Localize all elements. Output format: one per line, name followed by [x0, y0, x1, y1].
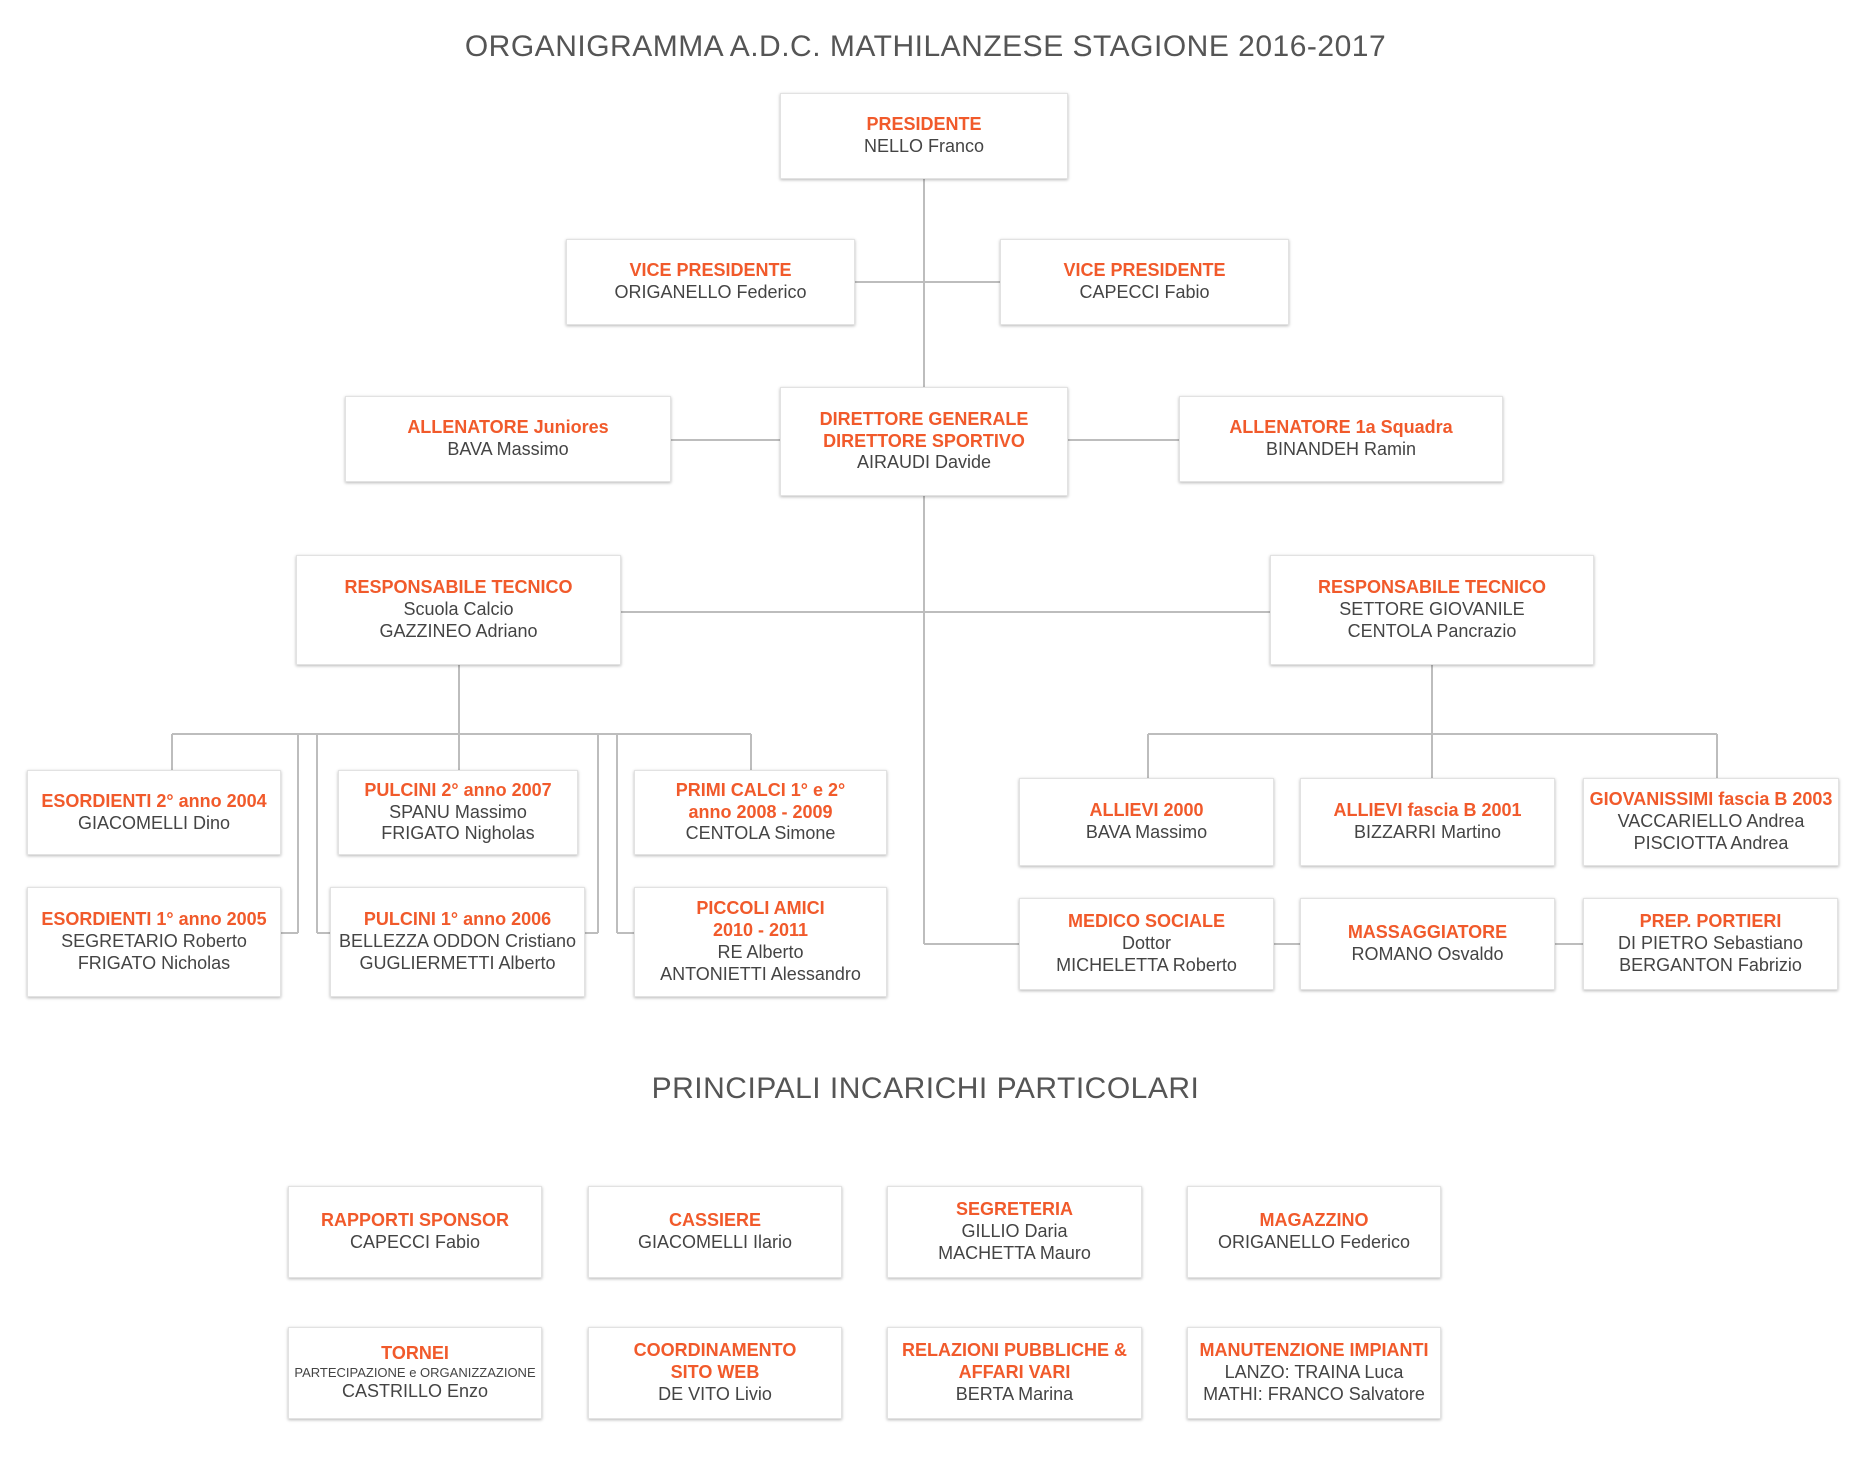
box-giovanissimi [1583, 778, 1839, 866]
person-name: GILLIO Daria [961, 1221, 1068, 1242]
role-note: PARTECIPAZIONE e ORGANIZZAZIONE [294, 1365, 536, 1381]
section-title: PRINCIPALI INCARICHI PARTICOLARI [651, 1072, 1200, 1105]
box-primi-calci [634, 770, 887, 855]
box-vice-presidente-right [1000, 239, 1289, 325]
person-name: SETTORE GIOVANILE [1339, 599, 1525, 620]
box-allievi-fascia-b [1300, 778, 1555, 866]
role-line: DIRETTORE SPORTIVO [823, 430, 1025, 451]
box-medico-sociale [1019, 898, 1274, 990]
person-name: ORIGANELLO Federico [614, 282, 807, 302]
box-cassiere [588, 1186, 842, 1278]
role-line: SITO WEB [670, 1362, 760, 1383]
box-coordinamento-sito-web [588, 1327, 842, 1419]
role-label: RAPPORTI SPONSOR [320, 1210, 510, 1231]
person-name: MICHELETTA Roberto [1056, 954, 1237, 975]
box-relazioni-pubbliche [887, 1327, 1142, 1419]
role-label: MASSAGGIATORE [1347, 922, 1508, 943]
person-name: SEGRETARIO Roberto [61, 931, 247, 952]
role-label: MEDICO SOCIALE [1067, 911, 1225, 932]
person-name: Dottor [1121, 933, 1172, 954]
box-presidente [780, 93, 1068, 179]
role-label: PRESIDENTE [866, 114, 982, 135]
person-name: DE VITO Livio [658, 1383, 772, 1404]
person-name: FRIGATO Nigholas [381, 823, 535, 844]
person-name: PISCIOTTA Andrea [1633, 832, 1789, 853]
person-name: RE Alberto [717, 942, 804, 962]
role-label: PREP. PORTIERI [1639, 911, 1782, 932]
person-name: Scuola Calcio [403, 599, 514, 620]
role-line: PRIMI CALCI 1° e 2° [675, 779, 846, 800]
person-name: FRIGATO Nicholas [77, 952, 231, 973]
person-name: ANTONIETTI Alessandro [660, 963, 861, 984]
role-label [676, 780, 845, 824]
person-name: ROMANO Osvaldo [1351, 944, 1504, 964]
person-name: BELLEZZA ODDON Cristiano [338, 931, 577, 952]
person-name: AIRAUDI Davide [856, 452, 992, 473]
person-name: GAZZINEO Adriano [379, 620, 538, 641]
person-name: GIACOMELLI Ilario [637, 1232, 793, 1252]
role-label: ALLENATORE Juniores [407, 417, 609, 438]
box-piccoli-amici [634, 887, 887, 997]
role-label: RESPONSABILE TECNICO [344, 577, 573, 598]
role-label: ESORDIENTI 2° anno 2004 [41, 790, 267, 811]
role-label: VICE PRESIDENTE [1063, 260, 1226, 281]
role-line: AFFARI VARI [958, 1362, 1071, 1383]
box-pulcini-1-anno [330, 887, 585, 997]
role-label: MANUTENZIONE IMPIANTI [1199, 1340, 1429, 1361]
person-name: BERGANTON Fabrizio [1619, 954, 1802, 975]
role-label [820, 409, 1029, 453]
role-label: ALLIEVI fascia B 2001 [1333, 800, 1522, 821]
role-label: VICE PRESIDENTE [629, 260, 792, 281]
role-label: PULCINI 1° anno 2006 [363, 909, 552, 930]
role-label [696, 898, 824, 942]
role-line: PICCOLI AMICI [696, 898, 825, 919]
role-label: CASSIERE [668, 1210, 762, 1231]
role-line: anno 2008 - 2009 [688, 801, 833, 822]
person-name: CASTRILLO Enzo [341, 1380, 489, 1401]
role-line: 2010 - 2011 [712, 920, 809, 941]
box-allievi-2000 [1019, 778, 1274, 866]
role-label: ESORDIENTI 1° anno 2005 [41, 909, 267, 930]
person-name: DI PIETRO Sebastiano [1617, 933, 1804, 954]
person-name: NELLO Franco [863, 136, 985, 156]
person-name: VACCARIELLO Andrea [1617, 811, 1805, 832]
box-segreteria [887, 1186, 1142, 1278]
box-magazzino [1187, 1186, 1441, 1278]
box-esordienti-1-anno [27, 887, 281, 997]
box-allenatore-juniores [345, 396, 671, 482]
person-name: BAVA Massimo [447, 439, 569, 459]
box-direttore-generale [780, 387, 1068, 496]
person-name: LANZO: TRAINA Luca [1224, 1362, 1404, 1383]
person-name: GUGLIERMETTI Alberto [359, 952, 556, 973]
person-name: CENTOLA Simone [685, 823, 836, 844]
person-name: CAPECCI Fabio [349, 1232, 481, 1252]
box-rapporti-sponsor [288, 1186, 542, 1278]
box-responsabile-settore-giovanile [1270, 555, 1594, 665]
role-label: GIOVANISSIMI fascia B 2003 [1589, 789, 1833, 810]
box-tornei [288, 1327, 542, 1419]
chart-title: ORGANIGRAMMA A.D.C. MATHILANZESE STAGIONE 2016-2017 [464, 30, 1387, 63]
box-pulcini-2-anno [338, 770, 578, 855]
person-name: SPANU Massimo [389, 801, 527, 822]
role-label: ALLENATORE 1a Squadra [1229, 417, 1453, 438]
person-name: CENTOLA Pancrazio [1347, 620, 1517, 641]
box-esordienti-2-anno [27, 770, 281, 855]
role-label: TORNEI [381, 1343, 449, 1364]
role-label: MAGAZZINO [1259, 1210, 1369, 1231]
person-name: CAPECCI Fabio [1079, 282, 1210, 302]
person-name: BAVA Massimo [1085, 822, 1208, 842]
box-preparatore-portieri [1583, 898, 1838, 990]
role-label [902, 1340, 1127, 1384]
role-line: RELAZIONI PUBBLICHE & [902, 1340, 1127, 1361]
box-manutenzione-impianti [1187, 1327, 1441, 1419]
person-name: GIACOMELLI Dino [77, 812, 231, 833]
box-massaggiatore [1300, 898, 1555, 990]
person-name: BERTA Marina [955, 1383, 1074, 1404]
box-vice-presidente-left [566, 239, 855, 325]
role-label: RESPONSABILE TECNICO [1317, 577, 1547, 598]
person-name: MACHETTA Mauro [938, 1242, 1091, 1263]
person-name: MATHI: FRANCO Salvatore [1203, 1383, 1425, 1404]
person-name: BIZZARRI Martino [1353, 822, 1502, 842]
box-allenatore-prima-squadra [1179, 396, 1503, 482]
role-line: DIRETTORE GENERALE [819, 408, 1029, 429]
person-name: BINANDEH Ramin [1265, 439, 1417, 459]
person-name: ORIGANELLO Federico [1217, 1232, 1411, 1252]
box-responsabile-scuola-calcio [296, 555, 621, 665]
role-label: ALLIEVI 2000 [1089, 800, 1204, 821]
role-line: COORDINAMENTO [633, 1340, 797, 1361]
role-label: SEGRETERIA [955, 1199, 1074, 1220]
role-label: PULCINI 2° anno 2007 [364, 779, 552, 800]
role-label [634, 1340, 797, 1384]
